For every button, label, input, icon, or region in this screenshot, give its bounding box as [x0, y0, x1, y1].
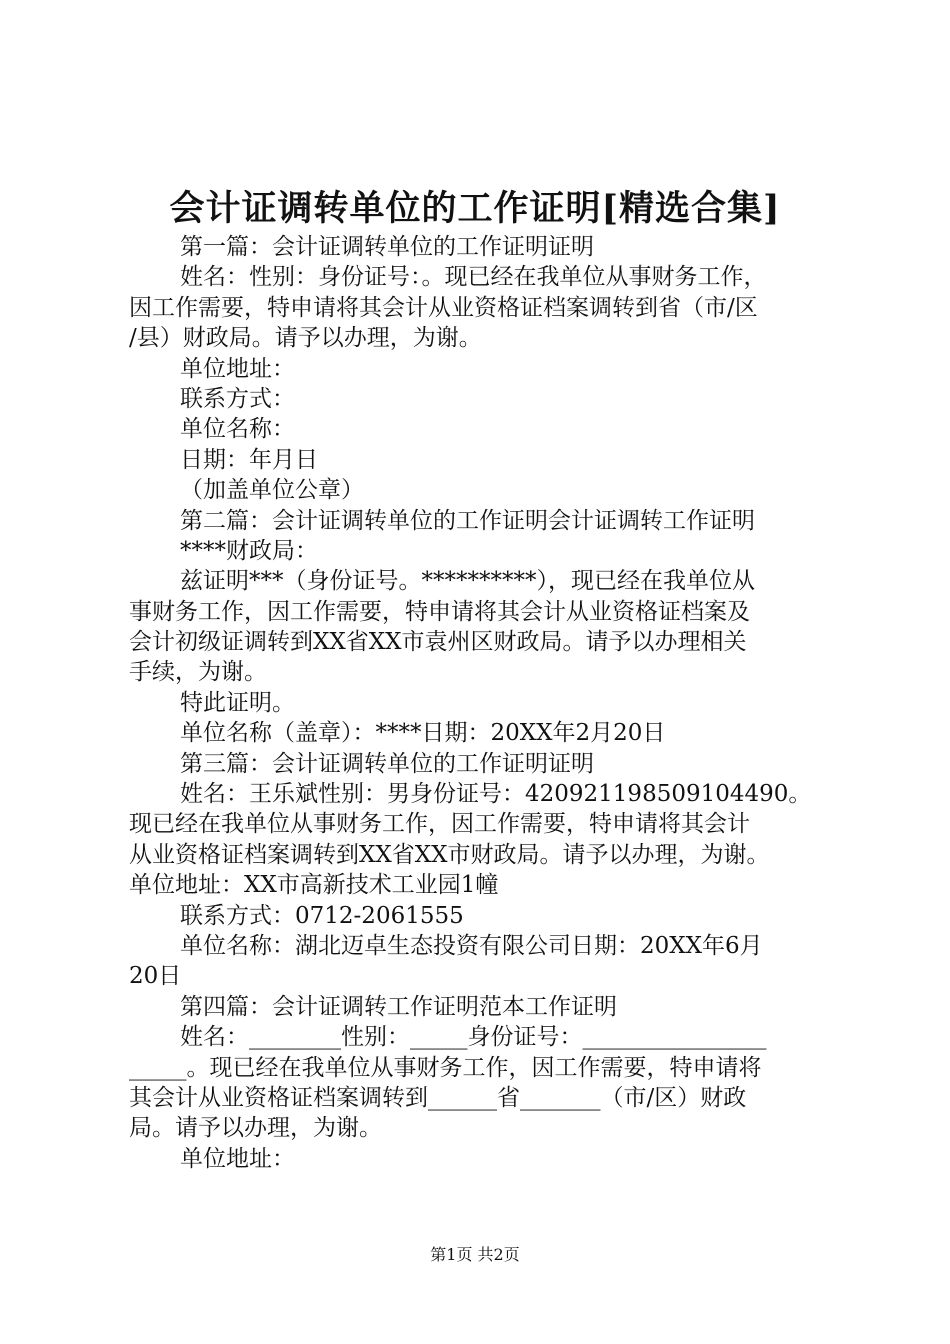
text-line: 日期：年月日 [180, 446, 318, 473]
text-line: 因工作需要，特申请将其会计从业资格证档案调转到省（市/区 [129, 294, 758, 321]
text-line: 事财务工作，因工作需要，特申请将其会计从业资格证档案及 [129, 598, 750, 625]
document-title: 会计证调转单位的工作证明[精选合集] [169, 188, 781, 229]
text-line: 联系方式： [180, 385, 295, 412]
text-line: 20日 [129, 963, 182, 990]
text-line: 第一篇：会计证调转单位的工作证明证明 [180, 234, 594, 260]
text-line: 单位地址： [180, 355, 295, 382]
text-line: 姓名：性别：身份证号：。现已经在我单位从事财务工作， [180, 264, 767, 291]
text-line: （加盖单位公章） [180, 477, 364, 504]
text-line: 单位名称（盖章）：****日期：20XX年2月20日 [180, 720, 666, 747]
text-line: 单位地址：XX市高新技术工业园1幢 [129, 872, 499, 899]
text-line: 姓名：________性别：_____身份证号：________________ [180, 1024, 767, 1051]
text-line: 兹证明***（身份证号。**********），现已经在我单位从 [180, 568, 755, 595]
text-line: 联系方式：0712-2061555 [180, 902, 464, 929]
text-line: 单位地址： [180, 1145, 295, 1172]
text-line: 单位名称： [180, 416, 295, 443]
text-line: 姓名：王乐斌性别：男身份证号：420921198509104490。 [180, 781, 812, 808]
text-line: ****财政局： [180, 537, 318, 564]
text-line: 现已经在我单位从事财务工作，因工作需要，特申请将其会计 [129, 811, 750, 838]
page-footer: 第1页 共2页 [430, 1245, 520, 1264]
text-line: 单位名称：湖北迈卓生态投资有限公司日期：20XX年6月 [180, 932, 763, 959]
text-line: 第三篇：会计证调转单位的工作证明证明 [180, 750, 594, 777]
text-line: 从业资格证档案调转到XX省XX市财政局。请予以办理，为谢。 [129, 841, 770, 868]
text-line: 会计初级证调转到XX省XX市袁州区财政局。请予以办理相关 [129, 629, 747, 656]
text-line: 其会计从业资格证档案调转到______省_______（市/区）财政 [129, 1084, 747, 1111]
text-line: /县）财政局。请予以办理，为谢。 [129, 325, 482, 352]
text-line: 局。请予以办理，为谢。 [129, 1115, 382, 1142]
text-line: 第二篇：会计证调转单位的工作证明会计证调转工作证明 [180, 507, 755, 534]
document-body [129, 232, 833, 1174]
text-line: 手续，为谢。 [129, 659, 267, 686]
text-line: 第四篇：会计证调转工作证明范本工作证明 [180, 993, 617, 1020]
text-line: 特此证明。 [180, 689, 295, 716]
text-line: _____。现已经在我单位从事财务工作，因工作需要，特申请将 [129, 1054, 762, 1081]
